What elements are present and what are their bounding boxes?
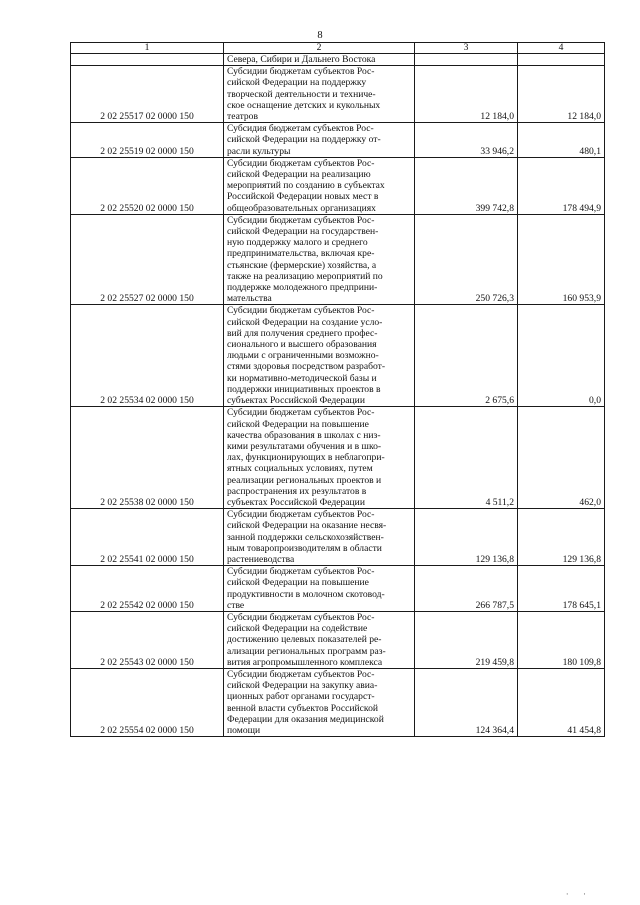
table-row — [71, 214, 605, 305]
revenue-name-line: стьянские (фермерские) хозяйства, а — [227, 259, 377, 271]
revenue-name-cell — [224, 611, 415, 668]
budget-code-cell: 2 02 25534 02 0000 150 — [71, 305, 224, 407]
revenue-name-line: вития агропромышленного комплекса — [227, 656, 383, 668]
amount-col4-cell: 480,1 — [518, 123, 605, 158]
table-row — [71, 305, 605, 407]
amount-col3-cell: 2 675,6 — [415, 305, 518, 407]
revenue-name-cell — [224, 305, 415, 407]
revenue-name-line: ным товаропроизводителям в области — [227, 542, 382, 554]
revenue-name-line: сийской Федерации на повышение — [227, 418, 369, 430]
revenue-name-line: ную поддержку малого и среднего — [227, 237, 368, 249]
revenue-name-line: общеобразовательных организациях — [227, 202, 376, 214]
amount-col4-cell: 129 136,8 — [518, 509, 605, 566]
revenue-name-line: Субсидии бюджетам субъектов Рос- — [227, 214, 375, 226]
revenue-name-line: также на реализацию мероприятий по — [227, 270, 383, 282]
table-row — [71, 157, 605, 214]
table-row — [71, 668, 605, 736]
revenue-name-line: ализации региональных программ раз- — [227, 645, 386, 657]
amount-col3-cell: 266 787,5 — [415, 566, 518, 612]
budget-code-cell: 2 02 25541 02 0000 150 — [71, 509, 224, 566]
revenue-name-line: растениеводства — [227, 553, 295, 565]
budget-code-cell: 2 02 25520 02 0000 150 — [71, 157, 224, 214]
revenue-name-line: ское оснащение детских и кукольных — [227, 99, 381, 111]
revenue-name-line: Субсидии бюджетам субъектов Рос- — [227, 407, 375, 419]
budget-code-cell — [71, 54, 224, 66]
revenue-name-line: Субсидия бюджетам субъектов Рос- — [227, 123, 374, 135]
revenue-name-line: ятных социальных условиях, путем — [227, 463, 373, 475]
amount-col4-cell: 41 454,8 — [518, 668, 605, 736]
revenue-name-line: поддержки инициативных проектов в — [227, 383, 381, 395]
revenue-name-line: сийской Федерации на государствен- — [227, 226, 379, 238]
amount-col3-cell: 33 946,2 — [415, 123, 518, 158]
amount-col4-cell: 462,0 — [518, 407, 605, 509]
revenue-name-line: Субсидии бюджетам субъектов Рос- — [227, 509, 375, 521]
amount-col3-cell: 219 459,8 — [415, 611, 518, 668]
revenue-name-line: сийской Федерации на создание усло- — [227, 316, 383, 328]
amount-col3-cell: 250 726,3 — [415, 214, 518, 305]
revenue-name-line: субъектах Российской Федерации — [227, 496, 365, 508]
revenue-name-line: сийской Федерации на повышение — [227, 577, 369, 589]
revenue-name-line: сийской Федерации на поддержку от- — [227, 134, 381, 146]
page-number: 8 — [317, 30, 323, 41]
revenue-name-line: театров — [227, 111, 259, 123]
revenue-name-line: помощи — [227, 724, 261, 736]
column-number-2: 2 — [224, 43, 415, 54]
revenue-name-line: продуктивности в молочном скотовод- — [227, 588, 385, 600]
revenue-name-cell — [224, 214, 415, 305]
amount-col4-cell: 160 953,9 — [518, 214, 605, 305]
revenue-name-line: ки нормативно-методической базы и — [227, 372, 377, 384]
budget-code-cell: 2 02 25543 02 0000 150 — [71, 611, 224, 668]
revenue-name-line: вий для получения среднего профес- — [227, 327, 378, 339]
revenue-name-line: сийской Федерации на оказание несвя- — [227, 520, 387, 532]
column-number-3: 3 — [415, 43, 518, 54]
budget-code-cell: 2 02 25519 02 0000 150 — [71, 123, 224, 158]
revenue-name-line: сийской Федерации на закупку авиа- — [227, 680, 378, 692]
revenue-name-line: качества образования в школах с низ- — [227, 429, 381, 441]
column-number-4: 4 — [518, 43, 605, 54]
revenue-name-line: венной власти субъектов Российской — [227, 702, 379, 714]
amount-col4-cell: 0,0 — [518, 305, 605, 407]
revenue-name-cell — [224, 509, 415, 566]
table-row — [71, 509, 605, 566]
revenue-name-line: мательства — [227, 293, 272, 305]
revenue-name-line: субъектах Российской Федерации — [227, 395, 365, 407]
revenue-name-cell — [224, 66, 415, 123]
amount-col4-cell: 178 494,9 — [518, 157, 605, 214]
revenue-name-cell — [224, 157, 415, 214]
revenue-name-line: Севера, Сибири и Дальнего Востока — [227, 54, 376, 65]
amount-col4-cell — [518, 54, 605, 66]
revenue-name-line: Российской Федерации новых мест в — [227, 191, 379, 203]
table-row — [71, 54, 605, 66]
column-number-row — [71, 43, 605, 54]
revenue-name-line: мероприятий по созданию в субъектах — [227, 180, 385, 192]
revenue-name-cell — [224, 668, 415, 736]
revenue-name-line: распространения их результатов в — [227, 485, 367, 497]
revenue-name-line: Федерации для оказания медицинской — [227, 713, 384, 725]
revenue-name-cell — [224, 407, 415, 509]
revenue-name-cell — [224, 123, 415, 158]
revenue-name-cell — [224, 54, 415, 66]
budget-code-cell: 2 02 25538 02 0000 150 — [71, 407, 224, 509]
amount-col3-cell: 4 511,2 — [415, 407, 518, 509]
amount-col3-cell — [415, 54, 518, 66]
budget-code-cell: 2 02 25554 02 0000 150 — [71, 668, 224, 736]
revenue-name-line: реализации региональных проектов и — [227, 474, 382, 486]
revenue-name-line: людьми с ограниченными возможно- — [227, 350, 379, 362]
amount-col4-cell: 178 645,1 — [518, 566, 605, 612]
column-number-1: 1 — [71, 43, 224, 54]
budget-table — [70, 42, 605, 737]
budget-code-cell: 2 02 25542 02 0000 150 — [71, 566, 224, 612]
table-body — [71, 43, 605, 737]
table-row — [71, 407, 605, 509]
revenue-name-line: Субсидии бюджетам субъектов Рос- — [227, 305, 375, 317]
amount-col4-cell: 180 109,8 — [518, 611, 605, 668]
revenue-name-cell — [224, 566, 415, 612]
table-row — [71, 123, 605, 158]
revenue-name-line: занной поддержки сельскохозяйствен- — [227, 531, 384, 543]
revenue-name-line: стве — [227, 599, 245, 611]
revenue-name-line: кими результатами обучения и в шко- — [227, 440, 382, 452]
amount-col3-cell: 12 184,0 — [415, 66, 518, 123]
table-row — [71, 566, 605, 612]
budget-code-cell: 2 02 25517 02 0000 150 — [71, 66, 224, 123]
amount-col3-cell: 129 136,8 — [415, 509, 518, 566]
revenue-name-line: Субсидии бюджетам субъектов Рос- — [227, 611, 375, 623]
amount-col3-cell: 399 742,8 — [415, 157, 518, 214]
table-row — [71, 611, 605, 668]
revenue-name-line: сийской Федерации на содействие — [227, 623, 368, 635]
revenue-name-line: ционных работ органами государст- — [227, 691, 375, 703]
table-row — [71, 66, 605, 123]
revenue-name-line: предпринимательства, включая кре- — [227, 248, 375, 260]
revenue-name-line: лах, функционирующих в неблагопри- — [227, 452, 385, 464]
corner-mark: · · — [565, 889, 592, 899]
revenue-name-line: сионального и высшего образования — [227, 339, 377, 351]
revenue-name-line: Субсидии бюджетам субъектов Рос- — [227, 668, 375, 680]
revenue-name-line: сийской Федерации на поддержку — [227, 77, 367, 89]
revenue-name-line: Субсидии бюджетам субъектов Рос- — [227, 566, 375, 578]
revenue-name-line: Субсидии бюджетам субъектов Рос- — [227, 157, 375, 169]
revenue-name-line: сийской Федерации на реализацию — [227, 169, 371, 181]
amount-col4-cell: 12 184,0 — [518, 66, 605, 123]
revenue-name-line: стями здоровья посредством разработ- — [227, 361, 386, 373]
budget-code-cell: 2 02 25527 02 0000 150 — [71, 214, 224, 305]
revenue-name-line: достижению целевых показателей ре- — [227, 634, 382, 646]
revenue-name-line: творческой деятельности и техниче- — [227, 88, 376, 100]
revenue-name-line: поддержке молодежного предприни- — [227, 282, 378, 294]
revenue-name-line: Субсидии бюджетам субъектов Рос- — [227, 66, 375, 78]
revenue-name-line: расли культуры — [227, 145, 291, 157]
amount-col3-cell: 124 364,4 — [415, 668, 518, 736]
